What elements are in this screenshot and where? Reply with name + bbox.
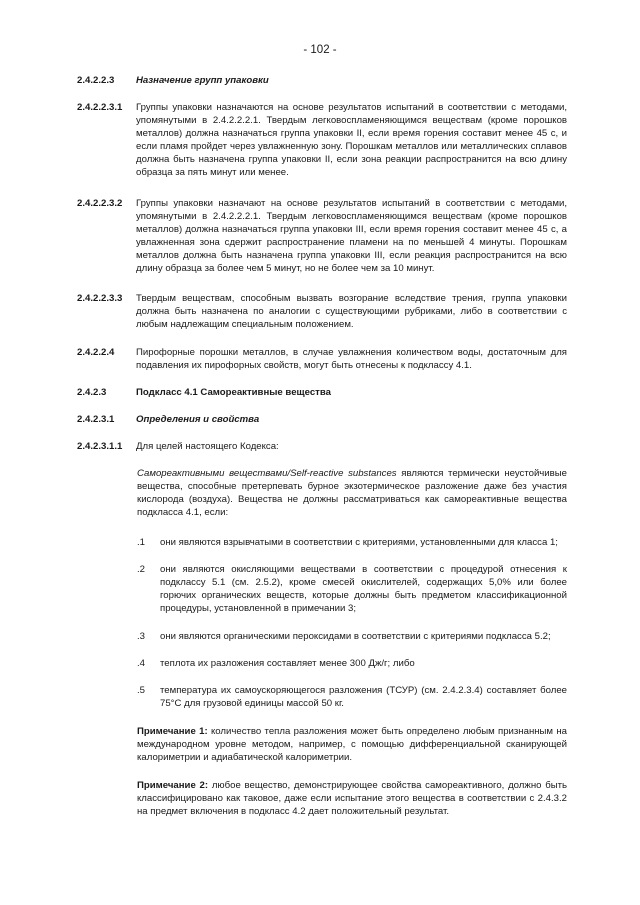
- list-item-number: .5: [137, 685, 146, 696]
- section-number: 2.4.2.3.1: [77, 414, 115, 425]
- list-item-number: .3: [137, 631, 146, 642]
- section-2-4-2-2-3-1: [77, 101, 567, 179]
- list-item: [137, 684, 567, 710]
- definition-term: Самореактивными веществами/Self-reactive substances: [137, 468, 397, 479]
- definition-text: являются термически неустойчивые вещества, способные претерпевать бурное экзотермическое разложение даже без участия кислорода (воздуха). Вещества не должны рассматриваться как самореактивные вещества подкласса 4.1, если:: [137, 468, 567, 518]
- section-paragraph: Группы упаковки назначают на основе результатов испытаний в соответствии с методами, упомянутыми в 2.4.2.2.2.1. Твердым легковоспламеняющимся веществам (кроме порошков металлов) должна назначаться группа упаковки III, если время горения составит менее 45 с, а увлажненная зона сдержит распространение пламени на по меньшей 4 минуты. Порошкам металлов должна быть назначена группа упаковки III, если реакция распространится на всю длину образца за более чем 5 минут, но не более чем за 10 минут.: [136, 198, 567, 274]
- list-item-text: теплота их разложения составляет менее 300 Дж/г; либо: [160, 658, 415, 669]
- section-2-4-2-3: [77, 386, 567, 399]
- section-paragraph: Группы упаковки назначаются на основе результатов испытаний в соответствии с методами, упомянутыми в 2.4.2.2.2.1. Твердым легковоспламеняющимся веществам (кроме порошков металлов) должна назначаться группа упаковки II, если время горения составит менее 45 с, и если пламя пройдет через увлажненную зону. Порошкам металлов или металлических сплавов должна быть назначена группа упаковки II, если зона реакции распространится на всю длину образца за пять минут или менее.: [136, 102, 567, 178]
- list-item-number: .4: [137, 658, 146, 669]
- list-item: [137, 536, 567, 549]
- note-text: любое вещество, демонстрирующее свойства самореактивного, должно быть классифицировано как таковое, даже если испытание этого вещества в соответствии с 2.4.3.2 на предмет включения в подкласс 4.2 дает положительный результат.: [137, 780, 567, 817]
- section-number: 2.4.2.2.3: [77, 75, 115, 86]
- section-number: 2.4.2.2.3.3: [77, 293, 123, 304]
- note-1: [137, 725, 567, 764]
- section-2-4-2-2-3-3: [77, 292, 567, 331]
- section-number: 2.4.2.2.3.1: [77, 102, 123, 113]
- section-2-4-2-2-4: [77, 346, 567, 372]
- section-number: 2.4.2.3: [77, 387, 107, 398]
- section-paragraph: Пирофорные порошки металлов, в случае увлажнения количеством воды, достаточным для подавления их пирофорных свойств, могут быть отнесены к подклассу 4.1.: [136, 347, 567, 371]
- note-text: количество тепла разложения может быть определено любым признанным на международном уровне методом, например, с помощью дифференциальной сканирующей калориметрии и адиабатической калориметрии.: [137, 726, 567, 763]
- section-number: 2.4.2.2.4: [77, 347, 115, 358]
- section-2-4-2-3-1-1: [77, 440, 567, 453]
- section-number: 2.4.2.2.3.2: [77, 198, 123, 209]
- note-label: Примечание 2:: [137, 780, 209, 791]
- list-item: [137, 563, 567, 615]
- section-number: 2.4.2.3.1.1: [77, 441, 123, 452]
- list-item-text: температура их самоускоряющегося разложения (ТСУР) (см. 2.4.2.3.4) составляет более 75°C для грузовой единицы массой 50 кг.: [160, 685, 567, 709]
- list-item: [137, 630, 567, 643]
- section-heading: Подкласс 4.1 Самореактивные вещества: [136, 387, 331, 398]
- section-2-4-2-2-3: [77, 74, 567, 87]
- list-item: [137, 657, 567, 670]
- note-label: Примечание 1:: [137, 726, 208, 737]
- section-2-4-2-3-1: [77, 413, 567, 426]
- section-paragraph: Твердым веществам, способным вызвать возгорание вследствие трения, группа упаковки должна быть назначена по аналогии с существующими рубриками, либо в соответствии с любым надлежащим специальным положением.: [136, 293, 567, 330]
- section-paragraph: Для целей настоящего Кодекса:: [136, 441, 279, 452]
- list-item-text: они являются взрывчатыми в соответствии с критериями, установленными для класса 1;: [160, 537, 558, 548]
- note-2: [137, 779, 567, 818]
- section-heading: Назначение групп упаковки: [136, 75, 269, 86]
- section-heading: Определения и свойства: [136, 414, 260, 425]
- page-number: - 102 -: [303, 44, 337, 56]
- list-item-number: .1: [137, 537, 146, 548]
- list-item-text: они являются органическими пероксидами в соответствии с критериями подкласса 5.2;: [160, 631, 551, 642]
- definition-paragraph: [137, 467, 567, 519]
- list-item-text: они являются окисляющими веществами в соответствии с процедурой отнесения к подклассу 5.1 (см. 2.5.2), кроме смесей окислителей, содержащих 5,0% или более горючих органических веществ, которые должны быть предметом классификационной процедуры, установленной в примечании 3;: [160, 564, 567, 614]
- list-item-number: .2: [137, 564, 146, 575]
- section-2-4-2-2-3-2: [77, 197, 567, 275]
